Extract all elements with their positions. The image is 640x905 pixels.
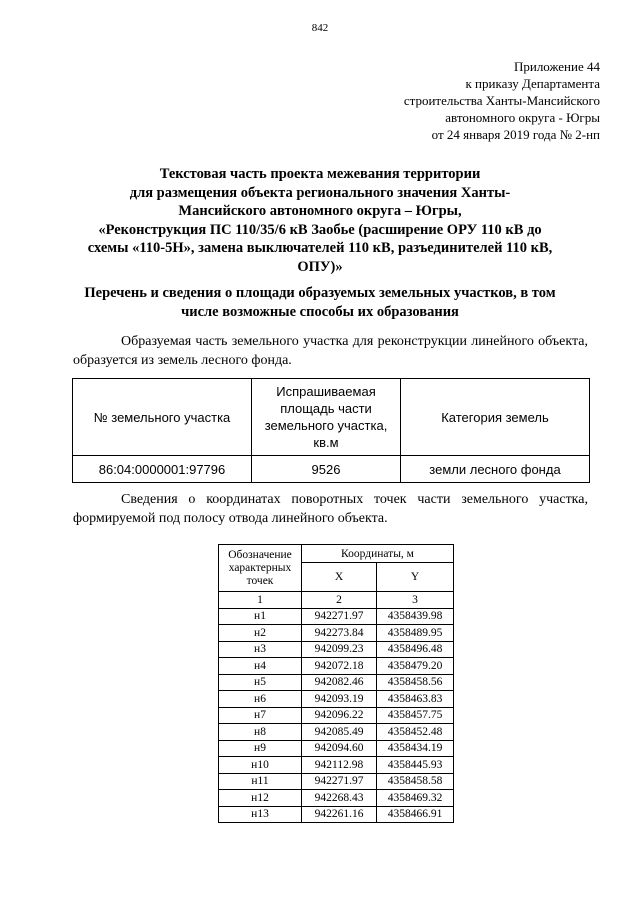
table-row <box>219 740 454 757</box>
page-number: 842 <box>311 22 329 34</box>
table-row <box>73 456 590 483</box>
point-label-cell: н4 <box>219 658 302 675</box>
table-row <box>219 724 454 741</box>
x-coordinate-cell: 942082.46 <box>302 674 377 691</box>
title-line: Мансийского автономного округа – Югры, <box>178 203 462 219</box>
y-coordinate-cell: 4358434.19 <box>377 740 454 757</box>
land-plot-table <box>72 378 590 483</box>
x-coordinate-cell: 942273.84 <box>302 625 377 642</box>
coordinates-paragraph: Сведения о координатах поворотных точек части земельного участка, формируемой под полосу отвода линейного объекта. <box>73 492 588 526</box>
header-cell-x: X <box>302 563 377 592</box>
appendix-block <box>340 58 600 143</box>
appendix-line: от 24 января 2019 года № 2-нп <box>431 127 600 142</box>
column-number-cell: 3 <box>377 592 454 609</box>
column-number-row <box>219 592 454 609</box>
point-label-cell: н5 <box>219 674 302 691</box>
y-coordinate-cell: 4358496.48 <box>377 641 454 658</box>
x-coordinate-cell: 942268.43 <box>302 790 377 807</box>
table-header-row <box>219 545 454 563</box>
title-line: схемы «110-5Н», замена выключателей 110 кВ, разъединителей 110 кВ, <box>87 240 553 256</box>
header-cell-point-label: Обозначение характерных точек <box>219 545 302 592</box>
y-coordinate-cell: 4358439.98 <box>377 608 454 625</box>
header-cell-y: Y <box>377 563 454 592</box>
title-line: «Реконструкция ПС 110/35/6 кВ Заобье (расширение ОРУ 110 кВ до <box>98 221 542 238</box>
x-coordinate-cell: 942271.97 <box>302 608 377 625</box>
appendix-line: строительства Ханты-Мансийского <box>403 93 600 108</box>
appendix-line: Приложение 44 <box>513 59 600 74</box>
table-header-row <box>73 379 590 456</box>
title-line: ОПУ)» <box>297 258 343 275</box>
point-label-cell: н9 <box>219 740 302 757</box>
table-row <box>219 674 454 691</box>
area-cell: 9526 <box>252 456 401 483</box>
header-cell-category: Категория земель <box>401 379 590 456</box>
y-coordinate-cell: 4358466.91 <box>377 806 454 823</box>
y-coordinate-cell: 4358445.93 <box>377 757 454 774</box>
column-number-cell: 1 <box>219 592 302 609</box>
point-label-cell: н13 <box>219 806 302 823</box>
y-coordinate-cell: 4358458.56 <box>377 674 454 691</box>
section-heading-line: числе возможные способы их образования <box>181 303 459 320</box>
point-label-cell: н7 <box>219 707 302 724</box>
x-coordinate-cell: 942271.97 <box>302 773 377 790</box>
x-coordinate-cell: 942072.18 <box>302 658 377 675</box>
category-cell: земли лесного фонда <box>401 456 590 483</box>
point-label-cell: н6 <box>219 691 302 708</box>
title-line: Текстовая часть проекта межевания территории <box>159 166 481 182</box>
y-coordinate-cell: 4358463.83 <box>377 691 454 708</box>
table-row <box>219 773 454 790</box>
table-row <box>219 641 454 658</box>
x-coordinate-cell: 942099.23 <box>302 641 377 658</box>
x-coordinate-cell: 942094.60 <box>302 740 377 757</box>
table-row <box>219 707 454 724</box>
column-number-cell: 2 <box>302 592 377 609</box>
table-row <box>219 757 454 774</box>
coordinates-table-body <box>219 608 454 823</box>
table-row <box>219 790 454 807</box>
x-coordinate-cell: 942085.49 <box>302 724 377 741</box>
appendix-line: автономного округа - Югры <box>445 110 600 125</box>
x-coordinate-cell: 942096.22 <box>302 707 377 724</box>
section-heading <box>70 284 570 321</box>
intro-paragraph: Образуемая часть земельного участка для реконструкции линейного объекта, образуется из земель лесного фонда. <box>73 334 588 368</box>
y-coordinate-cell: 4358469.32 <box>377 790 454 807</box>
y-coordinate-cell: 4358479.20 <box>377 658 454 675</box>
table-row <box>219 691 454 708</box>
point-label-cell: н11 <box>219 773 302 790</box>
title-line: для размещения объекта регионального значения Ханты- <box>129 184 511 201</box>
appendix-line: к приказу Департамента <box>465 76 600 91</box>
section-heading-line: Перечень и сведения о площади образуемых земельных участков, в том <box>84 285 556 301</box>
header-cell-plot-number: № земельного участка <box>73 379 252 456</box>
x-coordinate-cell: 942093.19 <box>302 691 377 708</box>
table-row <box>219 806 454 823</box>
point-label-cell: н8 <box>219 724 302 741</box>
header-cell-area: Испрашиваемая площадь части земельного участка, кв.м <box>252 379 401 456</box>
plot-number-cell: 86:04:0000001:97796 <box>73 456 252 483</box>
header-cell-coordinates: Координаты, м <box>302 545 454 563</box>
y-coordinate-cell: 4358489.95 <box>377 625 454 642</box>
y-coordinate-cell: 4358452.48 <box>377 724 454 741</box>
x-coordinate-cell: 942261.16 <box>302 806 377 823</box>
y-coordinate-cell: 4358458.58 <box>377 773 454 790</box>
table-row <box>219 658 454 675</box>
point-label-cell: н3 <box>219 641 302 658</box>
point-label-cell: н2 <box>219 625 302 642</box>
document-title <box>80 165 560 276</box>
table-row <box>219 625 454 642</box>
point-label-cell: н12 <box>219 790 302 807</box>
coordinates-table <box>218 544 454 823</box>
x-coordinate-cell: 942112.98 <box>302 757 377 774</box>
point-label-cell: н10 <box>219 757 302 774</box>
point-label-cell: н1 <box>219 608 302 625</box>
table-row <box>219 608 454 625</box>
y-coordinate-cell: 4358457.75 <box>377 707 454 724</box>
